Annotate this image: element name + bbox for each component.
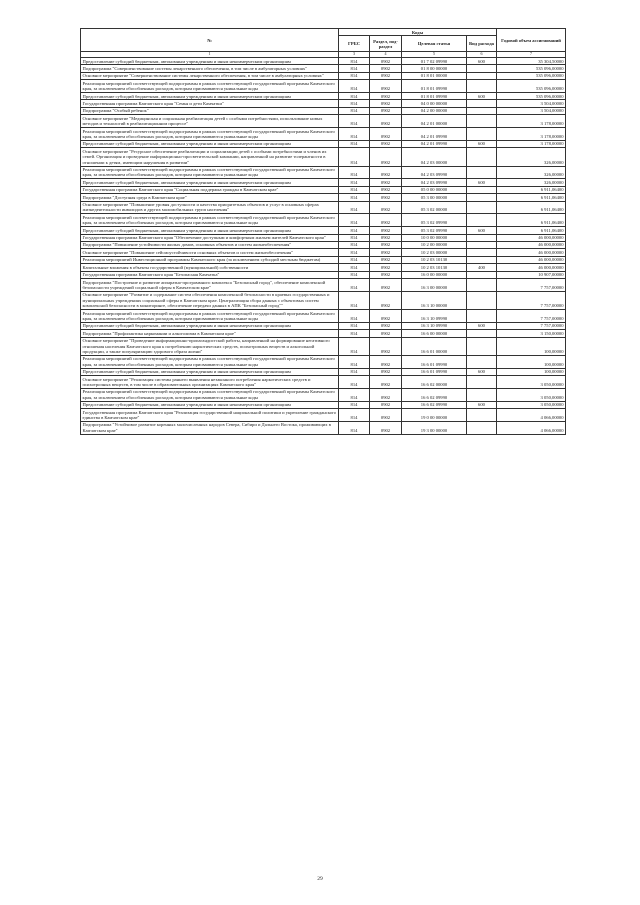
cell-razdel: 0902 [370,388,402,401]
cell-grbs: 814 [339,194,370,201]
cell-target-article: 16 6 00 00000 [402,330,467,337]
cell-name: Основное мероприятие "Развитие и содержание систем обеспечения комплексной безопасности в краевых государственных и муниципальных учреждениях социальной сферы в Камчатском крае. Централизация сбора данных с объектовых систем комплексной безопасности в мониторинге, обеспечение передачи данных в АПК "Безопасный город"" [81,291,339,309]
table-row [81,421,566,434]
cell-expense-type [467,376,497,389]
idx-6: 6 [467,52,497,58]
cell-name: Реализация мероприятий соответствующей подпрограммы в рамках соответствующей государственной программы Камчатского края, за исключением обособленных расходов, которым присваиваются уникальные коды [81,80,339,93]
table-row [81,194,566,201]
cell-name: Предоставление субсидий бюджетным, автономным учреждениям и иным некоммерческим организациям [81,227,339,234]
cell-expense-type: 600 [467,401,497,408]
cell-expense-type [467,279,497,292]
cell-amount: 535 096,00000 [497,80,566,93]
cell-grbs: 814 [339,80,370,93]
cell-expense-type [467,355,497,368]
table-row [81,65,566,72]
cell-grbs: 814 [339,409,370,422]
cell-grbs: 814 [339,271,370,278]
table-row [81,179,566,186]
cell-razdel: 0902 [370,140,402,147]
table-row [81,256,566,263]
cell-target-article: 10 2 00 00000 [402,241,467,248]
cell-name: Предоставление субсидий бюджетным, автономным учреждениям и иным некоммерческим организациям [81,401,339,408]
cell-amount: 535 096,00000 [497,65,566,72]
cell-amount: 46 000,00000 [497,241,566,248]
cell-amount: 3 050,00000 [497,376,566,389]
cell-name: Предоставление субсидий бюджетным, автономным учреждениям и иным некоммерческим организациям [81,368,339,375]
cell-name: Реализация мероприятий соответствующей подпрограммы в рамках соответствующей государственной программы Камчатского края, за исключением обособленных расходов, которым присваиваются уникальные коды [81,128,339,141]
table-row [81,227,566,234]
cell-amount: 7 757,00000 [497,279,566,292]
cell-expense-type [467,107,497,114]
table-row [81,148,566,166]
cell-name: Основное мероприятие "Реализация системы раннего выявления незаконного потребления наркотических средств и психотропных веществ, в том числе в образовательных организациях Камчатского края" [81,376,339,389]
cell-expense-type [467,330,497,337]
cell-amount: 535 096,00000 [497,93,566,100]
cell-razdel: 0902 [370,234,402,241]
cell-razdel: 0902 [370,107,402,114]
cell-amount: 326,00000 [497,166,566,179]
table-row [81,128,566,141]
cell-grbs: 814 [339,65,370,72]
cell-expense-type: 600 [467,227,497,234]
cell-target-article: 16 3 10 09990 [402,310,467,323]
cell-grbs: 814 [339,264,370,271]
cell-razdel: 0902 [370,337,402,355]
cell-target-article: 04 2 01 09990 [402,140,467,147]
cell-expense-type [467,291,497,309]
table-row [81,337,566,355]
cell-grbs: 814 [339,401,370,408]
table-row [81,186,566,193]
idx-3: 3 [339,52,370,58]
cell-expense-type [467,194,497,201]
cell-grbs: 814 [339,179,370,186]
table-row [81,214,566,227]
cell-grbs: 814 [339,58,370,65]
cell-amount: 6 911,06400 [497,186,566,193]
cell-amount: 7 757,00000 [497,322,566,329]
cell-target-article: 16 6 02 09990 [402,401,467,408]
cell-target-article: 04 0 00 00000 [402,100,467,107]
cell-razdel: 0902 [370,355,402,368]
header-codes: Коды [339,29,497,36]
table-row [81,58,566,65]
cell-name: Предоставление субсидий бюджетным, автономным учреждениям и иным некоммерческим организациям [81,140,339,147]
cell-target-article: 01 7 02 09990 [402,58,467,65]
cell-target-article: 16 6 01 00000 [402,337,467,355]
cell-razdel: 0902 [370,249,402,256]
table-row [81,271,566,278]
cell-amount: 100,00000 [497,355,566,368]
table-row [81,310,566,323]
cell-name: Подпрограмма "Профилактика наркомании и алкоголизма в Камчатском крае" [81,330,339,337]
cell-name: Капитальные вложения в объекты государственной (муниципальной) собственности [81,264,339,271]
cell-name: Реализация мероприятий соответствующей подпрограммы в рамках соответствующей государственной программы Камчатского края, за исключением обособленных расходов, которым присваиваются уникальные коды [81,355,339,368]
cell-name: Подпрограмма "Доступная среда в Камчатском крае" [81,194,339,201]
cell-amount: 3 504,00000 [497,107,566,114]
cell-name: Государственная программа Камчатского края "Реализация государственной национальной политики и укрепление гражданского единства в Камчатском крае" [81,409,339,422]
cell-grbs: 814 [339,186,370,193]
header-razdel: Раздел, под-раздел [370,36,402,52]
cell-amount: 4 066,00000 [497,409,566,422]
cell-name: Подпрограмма "Построение и развитие аппаратно-программного комплекса "Безопасный город", обеспечение комплексной безопасности учреждений социальной сферы в Камчатском крае" [81,279,339,292]
table-row [81,409,566,422]
cell-grbs: 814 [339,234,370,241]
cell-grbs: 814 [339,201,370,214]
cell-amount: 46 000,00000 [497,249,566,256]
cell-name: Основное мероприятие "Проведение информационно-пропагандистской работы, направленной на формирование негативного отношения населения Камчатского края к потреблению наркотических средств, психотропных веществ и алкогольной продукции, а также популяризацию здорового образа жизни" [81,337,339,355]
cell-grbs: 814 [339,291,370,309]
cell-expense-type [467,72,497,79]
header-amount: Годовой объем ассигнований [497,29,566,52]
page-number: 29 [317,876,323,882]
cell-expense-type [467,337,497,355]
cell-expense-type [467,249,497,256]
cell-amount: 3 050,00000 [497,388,566,401]
cell-razdel: 0902 [370,291,402,309]
cell-target-article: 16 0 00 00000 [402,271,467,278]
cell-expense-type [467,421,497,434]
cell-expense-type: 400 [467,264,497,271]
cell-expense-type: 600 [467,179,497,186]
document-page [80,28,565,435]
cell-grbs: 814 [339,376,370,389]
cell-name: Реализация мероприятий соответствующей подпрограммы в рамках соответствующей государственной программы Камчатского края, за исключением обособленных расходов, которым присваиваются уникальные коды [81,388,339,401]
cell-name: Реализация мероприятий соответствующей подпрограммы в рамках соответствующей государственной программы Камчатского края, за исключением обособленных расходов, которым присваиваются уникальные коды [81,214,339,227]
cell-name: Основное мероприятие "Медицинская и социальная реабилитация детей с особыми потребностями, использование новых методов и технологий в реабилитационном процессе" [81,115,339,128]
cell-target-article: 04 2 03 09990 [402,166,467,179]
cell-target-article: 04 2 03 09990 [402,179,467,186]
cell-grbs: 814 [339,107,370,114]
cell-name: Государственная программа Камчатского края "Обеспечение доступным и комфортным жильем жителей Камчатского края" [81,234,339,241]
cell-target-article: 04 2 01 09990 [402,128,467,141]
cell-grbs: 814 [339,421,370,434]
cell-target-article: 19 0 00 00000 [402,409,467,422]
cell-name: Реализация мероприятий соответствующей подпрограммы в рамках соответствующей государственной программы Камчатского края, за исключением обособленных расходов, которым присваиваются уникальные коды [81,310,339,323]
cell-razdel: 0902 [370,310,402,323]
cell-amount: 4 066,00000 [497,421,566,434]
cell-amount: 35 304,50000 [497,58,566,65]
cell-expense-type [467,201,497,214]
table-row [81,93,566,100]
table-row [81,107,566,114]
cell-razdel: 0902 [370,179,402,186]
cell-amount: 46 000,00000 [497,256,566,263]
cell-name: Подпрограмма "Повышение устойчивости жилых домов, основных объектов и систем жизнеобеспечения" [81,241,339,248]
cell-expense-type [467,128,497,141]
cell-grbs: 814 [339,322,370,329]
cell-name: Подпрограмма "Устойчивое развитие коренных малочисленных народов Севера, Сибири и Дальнего Востока, проживающих в Камчатском крае" [81,421,339,434]
table-row [81,368,566,375]
cell-razdel: 0902 [370,201,402,214]
cell-razdel: 0902 [370,368,402,375]
cell-amount: 3 050,00000 [497,401,566,408]
cell-target-article: 05 3 02 09990 [402,227,467,234]
cell-amount: 326,00000 [497,148,566,166]
cell-razdel: 0902 [370,264,402,271]
idx-4: 4 [370,52,402,58]
table-row [81,376,566,389]
cell-amount: 3 178,00000 [497,140,566,147]
cell-target-article: 19 3 00 00000 [402,421,467,434]
cell-razdel: 0902 [370,401,402,408]
cell-amount: 46 000,00000 [497,264,566,271]
cell-target-article: 05 0 00 00000 [402,186,467,193]
cell-amount: 46 000,00000 [497,234,566,241]
table-header-row [81,29,566,36]
cell-razdel: 0902 [370,322,402,329]
cell-expense-type [467,166,497,179]
cell-grbs: 814 [339,256,370,263]
table-row [81,249,566,256]
cell-name: Предоставление субсидий бюджетным, автономным учреждениям и иным некоммерческим организациям [81,93,339,100]
cell-expense-type [467,115,497,128]
cell-target-article: 16 3 10 09990 [402,322,467,329]
cell-expense-type [467,234,497,241]
cell-target-article: 04 2 01 00000 [402,115,467,128]
header-vr: Вид расхода [467,36,497,52]
cell-name: Реализация мероприятий соответствующей подпрограммы в рамках соответствующей государственной программы Камчатского края, за исключением обособленных расходов, которым присваиваются уникальные коды [81,166,339,179]
cell-grbs: 814 [339,214,370,227]
cell-razdel: 0902 [370,376,402,389]
table-body [81,58,566,435]
cell-grbs: 814 [339,72,370,79]
cell-razdel: 0902 [370,194,402,201]
cell-amount: 6 911,06400 [497,194,566,201]
cell-razdel: 0902 [370,186,402,193]
table-row [81,291,566,309]
cell-grbs: 814 [339,330,370,337]
cell-target-article: 04 2 00 00000 [402,107,467,114]
cell-target-article: 10 2 03 00000 [402,249,467,256]
cell-amount: 10 907,00000 [497,271,566,278]
cell-grbs: 814 [339,128,370,141]
cell-target-article: 16 3 10 00000 [402,291,467,309]
cell-target-article: 05 3 02 00000 [402,201,467,214]
table-row [81,401,566,408]
cell-expense-type: 600 [467,322,497,329]
cell-razdel: 0902 [370,227,402,234]
cell-grbs: 814 [339,227,370,234]
cell-expense-type [467,100,497,107]
cell-grbs: 814 [339,310,370,323]
cell-grbs: 814 [339,249,370,256]
table-row [81,100,566,107]
cell-grbs: 814 [339,100,370,107]
cell-razdel: 0902 [370,214,402,227]
budget-table [80,28,566,435]
cell-razdel: 0902 [370,241,402,248]
cell-name: Основное мероприятие "Повышение уровня доступности и качества приоритетных объектов и услуг в основных сферах жизнедеятельности инвалидов и других маломобильных групп населения" [81,201,339,214]
cell-razdel: 0902 [370,271,402,278]
cell-grbs: 814 [339,241,370,248]
cell-amount: 7 757,00000 [497,310,566,323]
cell-expense-type: 600 [467,93,497,100]
cell-target-article: 04 2 03 00000 [402,148,467,166]
cell-razdel: 0902 [370,80,402,93]
idx-7: 7 [497,52,566,58]
table-row [81,241,566,248]
cell-grbs: 814 [339,388,370,401]
cell-target-article: 01 8 00 00000 [402,65,467,72]
cell-name: Государственная программа Камчатского края "Семья и дети Камчатки" [81,100,339,107]
cell-amount: 6 911,06400 [497,201,566,214]
cell-target-article: 10 2 03 10130 [402,264,467,271]
cell-expense-type [467,241,497,248]
cell-expense-type [467,388,497,401]
cell-razdel: 0902 [370,100,402,107]
cell-amount: 3 178,00000 [497,128,566,141]
cell-grbs: 814 [339,115,370,128]
cell-razdel: 0902 [370,421,402,434]
cell-grbs: 814 [339,148,370,166]
cell-razdel: 0902 [370,166,402,179]
cell-target-article: 05 3 00 00000 [402,194,467,201]
cell-target-article: 16 3 00 00000 [402,279,467,292]
cell-name: Предоставление субсидий бюджетным, автономным учреждениям и иным некоммерческим организациям [81,179,339,186]
cell-amount: 6 911,06400 [497,214,566,227]
table-row [81,388,566,401]
table-row [81,140,566,147]
cell-target-article: 16 6 01 09990 [402,355,467,368]
cell-razdel: 0902 [370,65,402,72]
cell-amount: 6 911,06400 [497,227,566,234]
cell-target-article: 01 8 01 09990 [402,93,467,100]
cell-razdel: 0902 [370,58,402,65]
table-row [81,355,566,368]
header-no: № [81,29,339,52]
cell-expense-type [467,409,497,422]
cell-grbs: 814 [339,355,370,368]
cell-razdel: 0902 [370,93,402,100]
table-row [81,72,566,79]
table-row [81,264,566,271]
cell-expense-type [467,80,497,93]
cell-expense-type: 600 [467,58,497,65]
cell-name: Подпрограмма "Особый ребенок" [81,107,339,114]
cell-grbs: 814 [339,140,370,147]
cell-amount: 100,00000 [497,368,566,375]
cell-target-article: 01 8 01 09990 [402,80,467,93]
cell-expense-type: 600 [467,140,497,147]
cell-amount: 7 757,00000 [497,291,566,309]
cell-expense-type [467,186,497,193]
cell-target-article: 10 2 03 10130 [402,256,467,263]
cell-razdel: 0902 [370,279,402,292]
cell-expense-type [467,310,497,323]
cell-amount: 3 504,00000 [497,100,566,107]
cell-razdel: 0902 [370,330,402,337]
cell-target-article: 16 6 01 09990 [402,368,467,375]
cell-razdel: 0902 [370,72,402,79]
cell-name: Реализация мероприятий Инвестиционной программы Камчатского края (за исключением субсидий местным бюджетам) [81,256,339,263]
cell-razdel: 0902 [370,115,402,128]
cell-razdel: 0902 [370,256,402,263]
cell-expense-type [467,148,497,166]
cell-amount: 3 150,00000 [497,330,566,337]
cell-razdel: 0902 [370,148,402,166]
table-row [81,115,566,128]
cell-name: Предоставление субсидий бюджетным, автономным учреждениям и иным некоммерческим организациям [81,58,339,65]
cell-expense-type [467,214,497,227]
table-row [81,201,566,214]
cell-name: Государственная программа Камчатского края "Безопасная Камчатка" [81,271,339,278]
cell-razdel: 0902 [370,409,402,422]
cell-name: Государственная программа Камчатского края "Социальная поддержка граждан в Камчатском крае" [81,186,339,193]
cell-expense-type [467,65,497,72]
header-csr: Целевая статья [402,36,467,52]
cell-razdel: 0902 [370,128,402,141]
cell-amount: 326,00000 [497,179,566,186]
cell-target-article: 05 3 02 09990 [402,214,467,227]
cell-grbs: 814 [339,166,370,179]
header-grbs: ГРБС [339,36,370,52]
cell-amount: 100,00000 [497,337,566,355]
cell-name: Предоставление субсидий бюджетным, автономным учреждениям и иным некоммерческим организациям [81,322,339,329]
idx-1: 1 [81,52,339,58]
cell-amount: 3 178,00000 [497,115,566,128]
cell-expense-type [467,271,497,278]
cell-name: Основное мероприятие "Совершенствование системы лекарственного обеспечения, в том числе в амбулаторных условиях" [81,72,339,79]
table-row [81,330,566,337]
cell-name: Подпрограмма "Совершенствование системы лекарственного обеспечения, в том числе в амбулаторных условиях" [81,65,339,72]
table-row [81,80,566,93]
cell-grbs: 814 [339,93,370,100]
cell-name: Основное мероприятие "Повышение сейсмоустойчивости основных объектов и систем жизнеобеспечения" [81,249,339,256]
cell-amount: 535 096,00000 [497,72,566,79]
table-row [81,234,566,241]
cell-name: Основное мероприятие "Ресурсное обеспечение реабилитации и социализации детей с особыми потребностями и членов их семей. Организация и проведение информационно-просветительской кампании, направленной на развитие толерантности в отношении к детям, имеющим нарушения в развитии" [81,148,339,166]
cell-expense-type [467,256,497,263]
idx-5: 5 [402,52,467,58]
table-row [81,322,566,329]
cell-target-article: 16 6 02 00000 [402,376,467,389]
cell-expense-type: 600 [467,368,497,375]
table-row [81,166,566,179]
cell-target-article: 16 6 02 09990 [402,388,467,401]
cell-grbs: 814 [339,337,370,355]
cell-grbs: 814 [339,368,370,375]
cell-grbs: 814 [339,279,370,292]
cell-target-article: 10 0 00 00000 [402,234,467,241]
table-row [81,279,566,292]
cell-target-article: 01 8 01 00000 [402,72,467,79]
